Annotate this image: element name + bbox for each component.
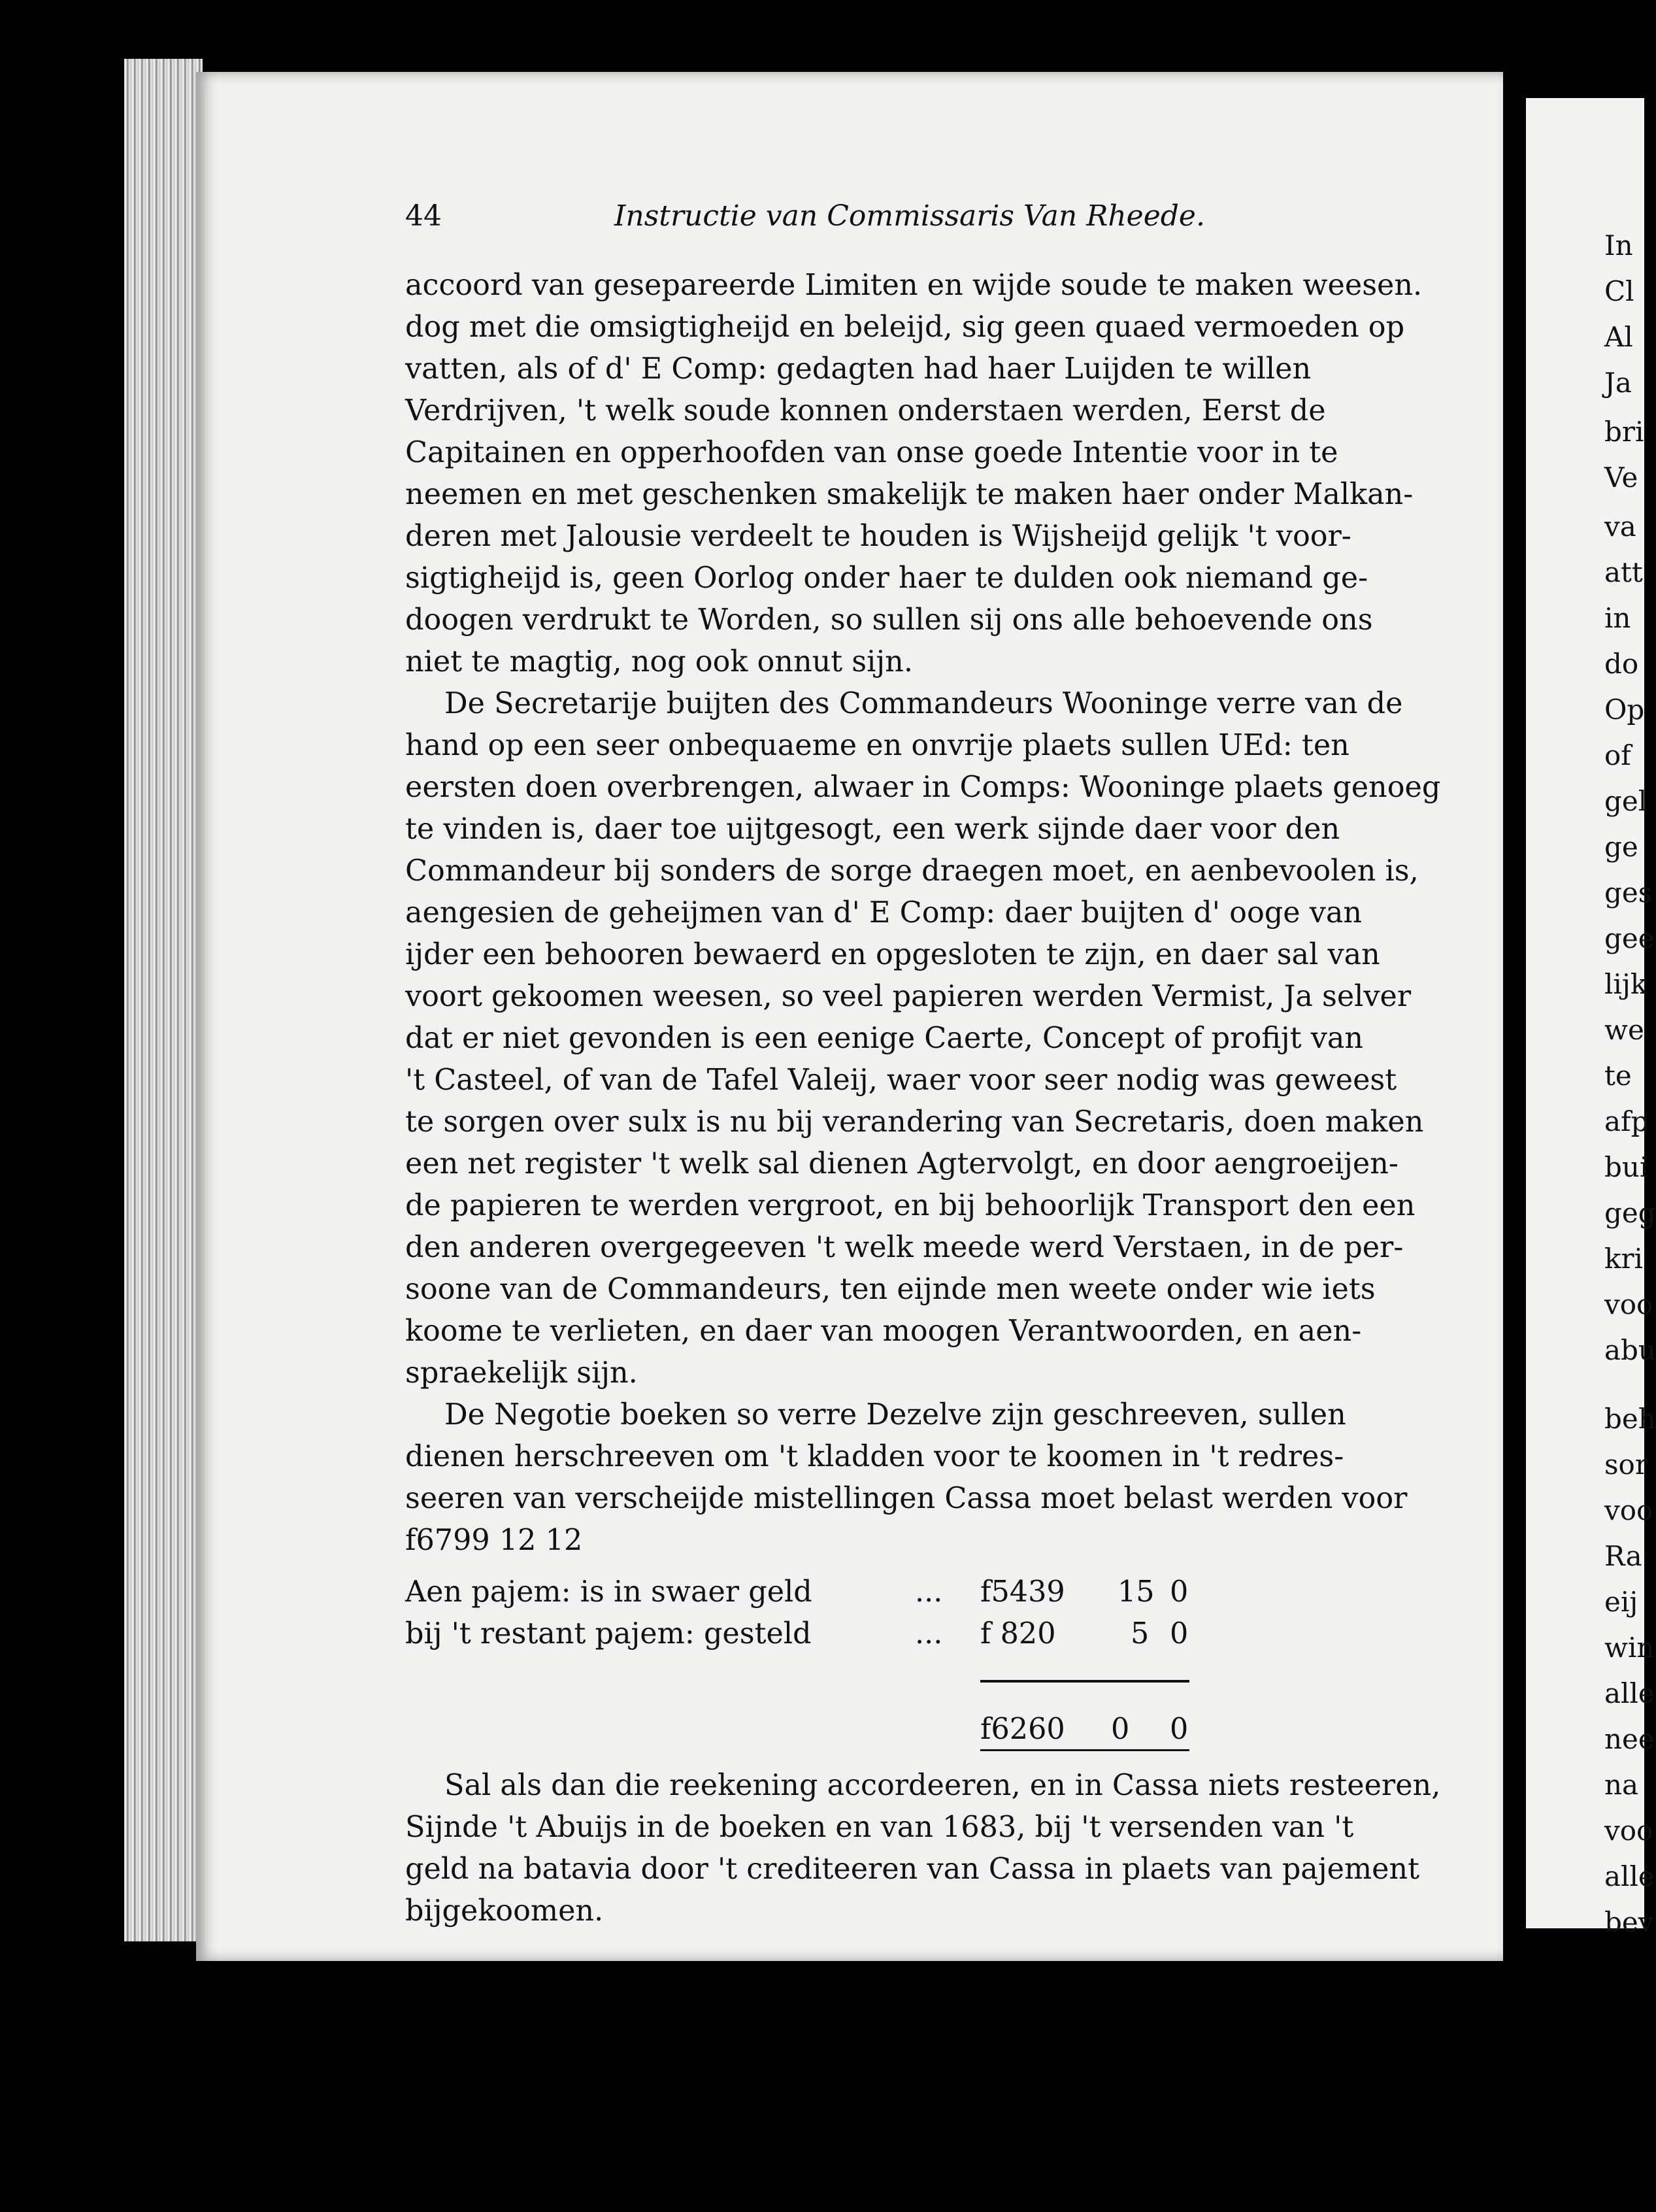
row-stuivers: 15 xyxy=(1118,1575,1155,1609)
text-line: den anderen overgegeeven 't welk meede werd Verstaen, in de per- xyxy=(405,1231,1404,1264)
facing-page-fragment: Cl xyxy=(1604,275,1634,307)
facing-page-fragment: voo xyxy=(1604,1815,1653,1847)
text-line: spraekelijk sijn. xyxy=(405,1356,638,1390)
text-line: ijder een behooren bewaerd en opgesloten te zijn, en daer sal van xyxy=(405,938,1380,971)
facing-page-fragment: alle xyxy=(1604,1860,1655,1892)
text-line: te vinden is, daer toe uijtgesogt, een werk sijnde daer voor den xyxy=(405,813,1340,846)
facing-page-fragment: In xyxy=(1604,229,1633,261)
text-line: eersten doen overbrengen, alwaer in Comps: Wooninge plaets genoeg xyxy=(405,771,1441,804)
text-line: aengesien de geheijmen van d' E Comp: daer buijten d' ooge van xyxy=(405,896,1363,930)
table-row xyxy=(405,1617,1399,1659)
text-line: Capitainen en opperhoofden van onse goede Intentie voor in te xyxy=(405,436,1338,469)
facing-page-fragment: of xyxy=(1604,739,1631,771)
closing-paragraph xyxy=(405,1765,1441,1932)
facing-page-fragment: te xyxy=(1604,1060,1632,1092)
text-line: sigtigheijd is, geen Oorlog onder haer te dulden ook niemand ge- xyxy=(405,561,1368,595)
row-guilders: f5439 xyxy=(980,1575,1065,1609)
facing-page-fragment: win xyxy=(1604,1632,1655,1664)
facing-page-fragment: alle xyxy=(1604,1677,1655,1709)
facing-page-fragment: na xyxy=(1604,1769,1639,1801)
facing-page xyxy=(1526,98,1656,1938)
text-line: f6799 12 12 xyxy=(405,1524,583,1557)
row-penningen: 0 xyxy=(1170,1617,1189,1651)
total-penningen: 0 xyxy=(1170,1713,1189,1746)
text-line: deren met Jalousie verdeelt te houden is Wijsheijd gelijk 't voor- xyxy=(405,520,1351,553)
facing-page-fragment: Op xyxy=(1604,694,1645,726)
text-line: een net register 't welk sal dienen Agtervolgt, en door aengroeijen- xyxy=(405,1147,1399,1181)
facing-page-fragment: beh xyxy=(1604,1403,1656,1435)
text-line: bijgekoomen. xyxy=(405,1894,604,1928)
row-dots: ... xyxy=(915,1575,943,1609)
facing-page-fragment: voo xyxy=(1604,1494,1653,1526)
facing-page-fragment: ges xyxy=(1604,877,1653,909)
facing-page-fragment: att xyxy=(1604,556,1643,588)
facing-page-fragment: bui xyxy=(1604,1151,1649,1183)
row-stuivers: 5 xyxy=(1131,1617,1150,1651)
page-number: 44 xyxy=(405,199,442,233)
text-line: De Negotie boeken so verre Dezelve zijn geschreeven, sullen xyxy=(444,1398,1346,1432)
facing-page-fragment: Al xyxy=(1604,321,1633,353)
facing-page-fragment: geg xyxy=(1604,1197,1656,1229)
running-title: Instructie van Commissaris Van Rheede. xyxy=(614,199,1205,233)
text-line: hand op een seer onbequaeme en onvrije plaets sullen UEd: ten xyxy=(405,729,1350,762)
text-line: Verdrijven, 't welk soude konnen onderstaen werden, Eerst de xyxy=(405,394,1326,427)
facing-page-fragment: ge xyxy=(1604,831,1638,863)
facing-page-fragment: bev xyxy=(1604,1906,1654,1938)
text-line: doogen verdrukt te Worden, so sullen sij ons alle behoevende ons xyxy=(405,603,1373,637)
facing-page-fragment: do xyxy=(1604,648,1639,680)
total-stuivers: 0 xyxy=(1111,1713,1130,1746)
table-total-row xyxy=(405,1713,1399,1754)
body-text xyxy=(405,265,1441,1562)
row-penningen: 0 xyxy=(1170,1575,1189,1609)
text-line: Sal als dan die reekening accordeeren, en in Cassa niets resteeren, xyxy=(444,1769,1441,1802)
text-line: De Secretarije buijten des Commandeurs Wooninge verre van de xyxy=(444,687,1403,720)
text-line: niet te magtig, nog ook onnut sijn. xyxy=(405,645,913,679)
row-dots: ... xyxy=(915,1617,943,1651)
text-line: dat er niet gevonden is een eenige Caerte, Concept of profijt van xyxy=(405,1022,1364,1055)
text-line: voort gekoomen weesen, so veel papieren werden Vermist, Ja selver xyxy=(405,980,1412,1013)
facing-page-fragment: gel xyxy=(1604,785,1648,817)
text-line: de papieren te werden vergroot, en bij behoorlijk Transport den een xyxy=(405,1189,1416,1222)
row-label: Aen pajem: is in swaer geld xyxy=(405,1575,812,1609)
running-header xyxy=(405,199,1399,239)
facing-page-fragment: gee xyxy=(1604,922,1655,954)
text-line: 't Casteel, of van de Tafel Valeij, waer voor seer nodig was geweest xyxy=(405,1064,1397,1097)
facing-page-fragment: we xyxy=(1604,1014,1644,1046)
text-line: dienen herschreeven om 't kladden voor te koomen in 't redres- xyxy=(405,1440,1344,1473)
facing-page-fragment: bri xyxy=(1604,416,1644,448)
facing-page-fragment: eij xyxy=(1604,1586,1638,1618)
facing-page-fragment: nee xyxy=(1604,1723,1655,1755)
page-edges xyxy=(124,59,203,1941)
table-row xyxy=(405,1575,1399,1617)
facing-page-fragment: lijk xyxy=(1604,968,1648,1000)
facing-page-fragment: Ra xyxy=(1604,1540,1642,1572)
facing-page-fragment: in xyxy=(1604,602,1631,634)
text-line: te sorgen over sulx is nu bij verandering van Secretaris, doen maken xyxy=(405,1105,1424,1139)
facing-page-fragment: kri xyxy=(1604,1243,1643,1275)
text-line: soone van de Commandeurs, ten eijnde men weete onder wie iets xyxy=(405,1273,1376,1306)
facing-page-fragment: abu xyxy=(1604,1334,1656,1366)
text-line: accoord van gesepareerde Limiten en wijde soude te maken weesen. xyxy=(405,269,1423,302)
facing-page-fragment: Ja xyxy=(1604,367,1632,399)
total-guilders: f6260 xyxy=(980,1713,1065,1746)
text-line: Commandeur bij sonders de sorge draegen moet, en aenbevoolen is, xyxy=(405,854,1419,888)
row-guilders: f 820 xyxy=(980,1617,1056,1651)
text-line: vatten, als of d' E Comp: gedagten had haer Luijden te willen xyxy=(405,352,1312,386)
facing-page-fragment: va xyxy=(1604,511,1636,543)
facing-page-fragment: voo xyxy=(1604,1288,1653,1320)
facing-page-fragment: sor xyxy=(1604,1449,1648,1481)
text-line: Sijnde 't Abuijs in de boeken en van 1683, bij 't versenden van 't xyxy=(405,1811,1354,1844)
text-line: koome te verlieten, en daer van moogen Verantwoorden, en aen- xyxy=(405,1315,1362,1348)
text-line: seeren van verscheijde mistellingen Cassa moet belast werden voor xyxy=(405,1482,1408,1515)
facing-page-fragment: afp xyxy=(1604,1105,1649,1137)
text-line: neemen en met geschenken smakelijk te maken haer onder Malkan- xyxy=(405,478,1414,511)
sum-rule xyxy=(980,1680,1189,1683)
facing-page-fragment: Ve xyxy=(1604,461,1638,494)
text-line: geld na batavia door 't crediteeren van Cassa in plaets van pajement xyxy=(405,1852,1420,1886)
total-rule xyxy=(980,1749,1189,1751)
row-label: bij 't restant pajem: gesteld xyxy=(405,1617,812,1651)
text-line: dog met die omsigtigheijd en beleijd, sig geen quaed vermoeden op xyxy=(405,310,1405,344)
